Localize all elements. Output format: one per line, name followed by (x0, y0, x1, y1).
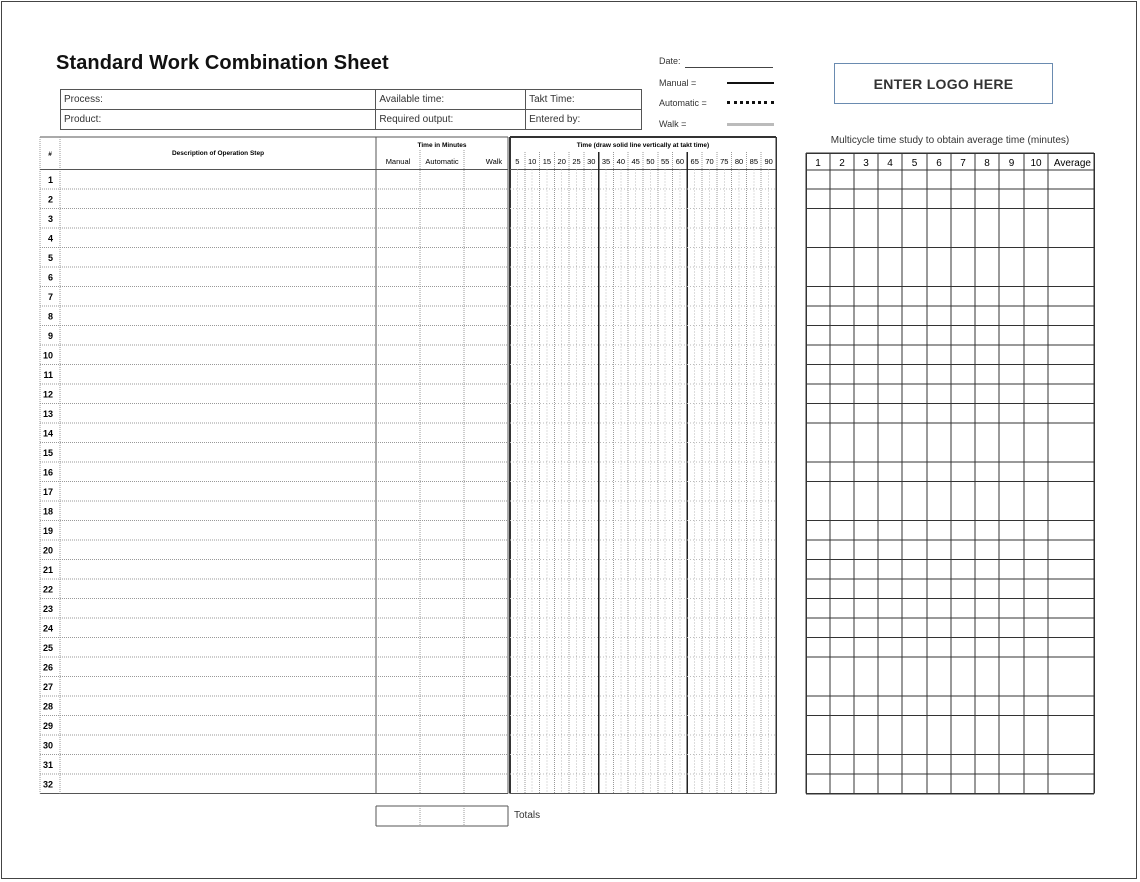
multicycle-title: Multicycle time study to obtain average time (minutes) (830, 135, 1070, 146)
multicycle-header-9: 9 (1008, 158, 1015, 169)
description-cell[interactable] (60, 677, 376, 697)
multicycle-header-10: 10 (1030, 158, 1042, 169)
row-number: 3 (47, 213, 53, 224)
multicycle-header-5: 5 (911, 158, 918, 169)
totals-manual-cell[interactable] (376, 806, 420, 826)
description-cell[interactable] (60, 404, 376, 424)
description-cell[interactable] (60, 618, 376, 638)
multicycle-header-6: 6 (936, 158, 942, 169)
chart-tick-label: 15 (542, 157, 552, 166)
description-cell[interactable] (60, 287, 376, 307)
row-number: 30 (42, 740, 53, 751)
description-cell[interactable] (60, 443, 376, 463)
description-cell[interactable] (60, 696, 376, 716)
chart-tick-label: 25 (572, 157, 581, 166)
logo-text: ENTER LOGO HERE (873, 75, 1014, 92)
description-cell[interactable] (60, 735, 376, 755)
chart-tick-label: 65 (690, 157, 699, 166)
row-number: 20 (42, 545, 53, 556)
chart-tick-label: 50 (646, 157, 655, 166)
automatic-legend-label: Automatic = (659, 98, 707, 108)
product-field[interactable]: Product: (61, 110, 376, 130)
date-label: Date: (659, 56, 681, 66)
row-number: 25 (42, 642, 53, 653)
required-output-field[interactable]: Required output: (376, 110, 526, 130)
time-subheader-manual: Manual (385, 157, 411, 166)
description-cell[interactable] (60, 716, 376, 736)
chart-tick-label: 35 (601, 157, 611, 166)
row-number: 12 (42, 389, 53, 400)
chart-tick-label: 85 (749, 157, 759, 166)
totals-label: Totals (514, 810, 541, 821)
description-cell[interactable] (60, 638, 376, 658)
time-subheader-automatic: Automatic (425, 157, 459, 166)
entered-by-field[interactable]: Entered by: (526, 110, 642, 130)
walk-legend-label: Walk = (659, 119, 687, 129)
chart-header: Time (draw solid line vertically at takt time) (576, 142, 710, 149)
time-subheader-walk: Walk (485, 157, 503, 166)
description-cell[interactable] (60, 365, 376, 385)
process-field[interactable]: Process: (61, 90, 376, 110)
description-cell[interactable] (60, 755, 376, 775)
description-cell[interactable] (60, 228, 376, 248)
description-cell[interactable] (60, 384, 376, 404)
multicycle-header-2: 2 (839, 158, 845, 169)
description-cell[interactable] (60, 326, 376, 346)
row-number: 21 (42, 564, 53, 575)
multicycle-header-7: 7 (960, 158, 966, 169)
row-number: 9 (47, 330, 53, 341)
time-in-minutes-header: Time in Minutes (417, 142, 467, 149)
totals-walk-cell[interactable] (464, 806, 508, 826)
description-cell[interactable] (60, 189, 376, 209)
sheet-title: Standard Work Combination Sheet (56, 52, 389, 74)
description-cell[interactable] (60, 501, 376, 521)
chart-tick-label: 45 (631, 157, 640, 166)
description-cell[interactable] (60, 657, 376, 677)
row-number: 31 (42, 759, 53, 770)
description-cell[interactable] (60, 423, 376, 443)
description-cell[interactable] (60, 267, 376, 287)
description-cell[interactable] (60, 345, 376, 365)
row-number: 13 (42, 408, 53, 419)
chart-tick-label: 80 (734, 157, 744, 166)
chart-tick-label: 75 (720, 157, 729, 166)
chart-tick-label: 70 (705, 157, 714, 166)
description-header: Description of Operation Step (171, 150, 265, 157)
description-cell[interactable] (60, 521, 376, 541)
description-cell[interactable] (60, 774, 376, 794)
chart-tick-label: 55 (660, 157, 670, 166)
chart-tick-label: 10 (527, 157, 537, 166)
description-cell[interactable] (60, 579, 376, 599)
row-number: 18 (42, 506, 53, 517)
row-number: 29 (42, 720, 53, 731)
row-number: 1 (47, 174, 53, 185)
description-cell[interactable] (60, 560, 376, 580)
row-number: 6 (47, 272, 53, 283)
row-number: 7 (47, 291, 53, 302)
row-number: 24 (42, 623, 53, 634)
description-cell[interactable] (60, 248, 376, 268)
row-number: 15 (42, 447, 53, 458)
row-number: 5 (47, 252, 53, 263)
description-cell[interactable] (60, 306, 376, 326)
row-number: 22 (42, 584, 53, 595)
chart-tick-label: 30 (587, 157, 596, 166)
row-number: 14 (42, 428, 53, 439)
chart-tick-label: 40 (616, 157, 626, 166)
row-number: 4 (47, 233, 53, 244)
row-number: 16 (42, 467, 53, 478)
description-cell[interactable] (60, 540, 376, 560)
takt-time-field[interactable]: Takt Time: (526, 90, 642, 110)
description-cell[interactable] (60, 170, 376, 190)
description-cell[interactable] (60, 209, 376, 229)
available-time-field[interactable]: Available time: (376, 90, 526, 110)
row-number: 17 (42, 486, 53, 497)
totals-automatic-cell[interactable] (420, 806, 464, 826)
row-number: 2 (47, 194, 53, 205)
multicycle-header-1: 1 (815, 158, 821, 169)
row-number: 32 (42, 779, 53, 790)
chart-tick-label: 20 (557, 157, 566, 166)
multicycle-header-average: Average (1053, 158, 1091, 169)
row-number: 27 (42, 681, 53, 692)
num-header: # (48, 151, 52, 158)
row-number: 28 (42, 701, 53, 712)
row-number: 11 (43, 369, 53, 380)
row-number: 10 (42, 350, 53, 361)
multicycle-header-4: 4 (887, 158, 893, 169)
row-number: 23 (42, 603, 53, 614)
chart-tick-label: 90 (764, 157, 773, 166)
row-number: 19 (42, 525, 53, 536)
multicycle-header-8: 8 (984, 158, 990, 169)
multicycle-header-3: 3 (863, 158, 869, 169)
chart-tick-label: 60 (675, 157, 685, 166)
row-number: 8 (47, 311, 53, 322)
description-cell[interactable] (60, 462, 376, 482)
description-cell[interactable] (60, 599, 376, 619)
manual-legend-label: Manual = (659, 78, 697, 88)
row-number: 26 (42, 662, 53, 673)
chart-tick-label: 5 (515, 157, 520, 166)
description-cell[interactable] (60, 482, 376, 502)
